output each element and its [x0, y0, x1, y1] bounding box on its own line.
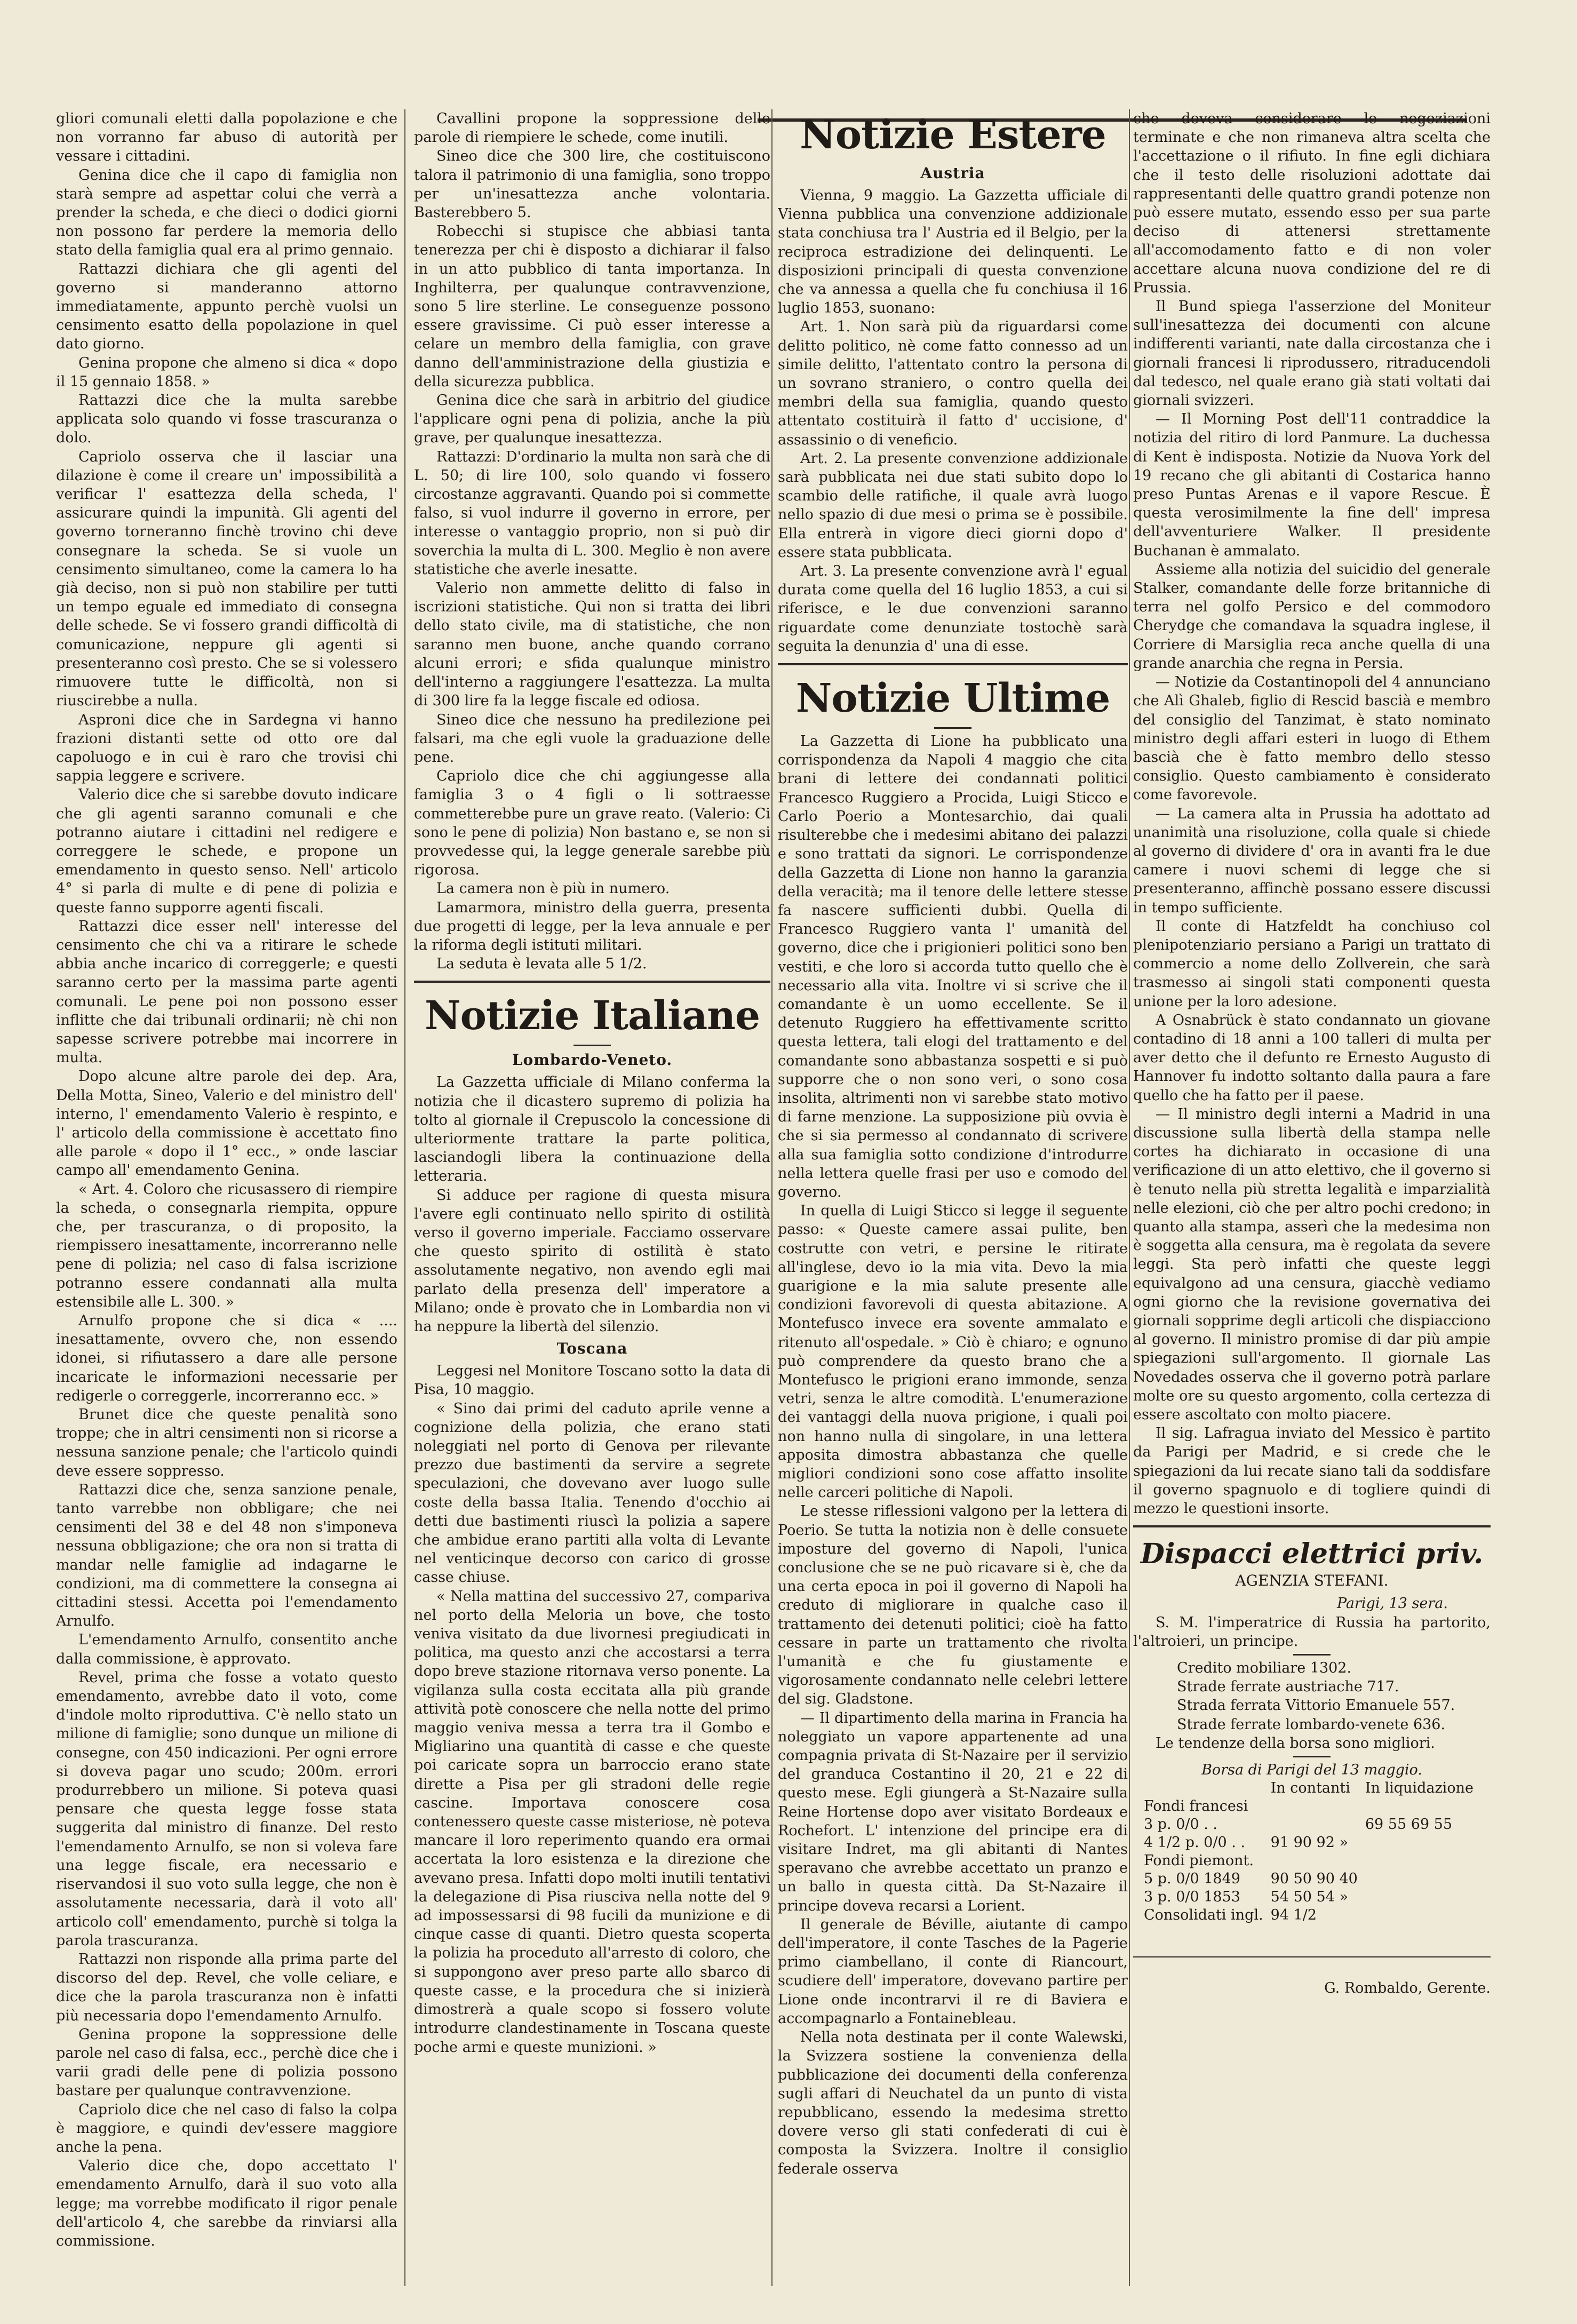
dash [574, 1045, 611, 1046]
table-cell [1271, 1852, 1365, 1870]
quote-line: Credito mobiliare 1302. [1177, 1660, 1352, 1677]
column-4 [1133, 109, 1491, 2286]
paragraph: Robecchi si stupisce che abbiasi tanta tenerezza per chi è disposto a dichiarar il falso in un atto pubblico di tanta importanza. In Inghilterra, per qualunque contravvenzione, sono 5 lire sterline. Le conseguenze possono essere gravissime. Ci può esser interesse a celare un membro della famiglia, con grave danno dell'amministrazione della giustizia e della sicurezza pubblica. [414, 223, 770, 390]
paragraph: Rattazzi non risponde alla prima parte del discorso del dep. Revel, che volle celiare, e dice che la parola trascuranza non è infatti più necessaria dopo l'emendamento Arnulfo. [56, 1951, 397, 2024]
paragraph: Rattazzi dice che, senza sanzione penale, tanto varrebbe non obbligare; che nei censimenti del 38 e del 48 non s'imponeva nessuna obbligazione; che ora non si tratta di mandar nelle famiglie ad indagarne le condizioni, ma di commettere la consegna ai cittadini stessi. Accetta poi l'emendamento Arnulfo. [56, 1481, 397, 1630]
paragraph: In quella di Luigi Sticco si legge il seguente passo: « Queste camere assai pulite, ben costrutte con vetri, e persine le ritirate all'inglese, devo io la mia vita. Devo la mia guarigione e la mia salute presente alle condizioni favorevoli di questa abitazione. A Montefusco invece era sovente ammalato e ritenuto all'ospedale. » Ciò è chiaro; e ognuno può comprendere da questo brano che a Montefusco le prigioni erano immonde, senza vetri, senza le altre comodità. L'enumerazione dei vantaggi della nuova prigione, i quali poi non hanno nulla di singolare, in una lettera apposita dimostra abbastanza che quelle migliori condizioni sono cose affatto insolite nelle carceri politiche di Napoli. [778, 1203, 1128, 1501]
paragraph: La Gazzetta di Lione ha pubblicato una corrispondenza da Napoli 4 maggio che cita brani di lettere dei condannati politici Francesco Ruggiero a Procida, Luigi Sticco e Carlo Poerio a Montesarchio, dai quali risulterebbe che i medesimi abitano dei palazzi e sono trattati da signori. Le corrispondenze della Gazzetta di Lione non hanno la garanzia della veracità; ma il tenore delle lettere stesse fa nascere sufficienti dubbi. Quella di Francesco Ruggiero vanta l' umanità del governo, dice che i prigionieri politici sono ben vestiti, e che loro si accorda tutto quello che è necessario alla vita. Inoltre vi si scrive che il comandante è un uomo eccellente. Se il detenuto Ruggiero ha effettivamente scritto questa lettera, tali elogi del trattamento e del comandante sono abbastanza sospetti e si può supporre che o non sono veri, o sono cosa insolita, altrimenti non vi sarebbe stato motivo di farne menzione. La supposizione più ovvia è che si sia permesso al condannato di scrivere alla sua famiglia sotto condizione d'introdurre nella lettera quelle frasi per uso e comodo del governo. [778, 733, 1128, 1200]
paragraph: Brunet dice che queste penalità sono troppe; che in altri censimenti non si ricorse a nessuna sanzione penale; che l'articolo quindi deve essere soppresso. [56, 1406, 397, 1479]
paragraph: Rattazzi dice esser nell' interesse del censimento che chi va a ritirare le schede abbia anche incarico di correggerle; e questi saranno certo per la massima parte agenti comunali. Le pene poi non possono esser inflitte che dai tribunali ordinarii; nè chi non sapesse scrivere potrebbe mai incorrere in multa. [56, 918, 397, 1067]
paragraph: La Gazzetta ufficiale di Milano conferma la notizia che il dicastero supremo di polizia ha tolto al giornale il Crepuscolo la concessione di ulteriormente trattare la parte politica, lasciandogli libera la continuazione della letteraria. [414, 1074, 770, 1185]
paragraph: Rattazzi dichiara che gli agenti del governo si manderanno attorno immediatamente, appunto perchè vuolsi un censimento esatto della popolazione in quel dato giorno. [56, 260, 397, 353]
paragraph: — Il dipartimento della marina in Francia ha noleggiato un vapore appartenente ad una compagnia privata di St-Nazaire per il servizio del granduca Costantino il 20, 21 e 22 di questo mese. Egli giungerà a St-Nazaire sulla Reine Hortense dopo aver visitato Bordeaux e Rochefort. L' intenzione del principe era di visitare Indret, ma gli abitanti di Nantes speravano che avrebbe accettato un pranzo e un ballo in questa città. Da St-Nazaire il principe doveva recarsi a Lorient. [778, 1709, 1128, 1914]
paragraph: Cavallini propone la soppressione delle parole di riempiere le schede, come inutili. [414, 110, 770, 146]
column-1 [56, 109, 397, 2286]
paragraph: Il conte di Hatzfeldt ha conchiuso col plenipotenziario persiano a Parigi un trattato di commercio a nome dello Zollverein, che sarà trasmesso ai singoli stati componenti questa unione per la loro adesione. [1133, 918, 1491, 1010]
table-cell [1365, 1906, 1481, 1924]
paragraph: Capriolo osserva che il lasciar una dilazione è come il creare un' impossibilità a verificar l' esattezza della scheda, l' assicurare quindi la impunità. Gli agenti del governo torneranno finchè trovino chi deve consegnare la scheda. Se si vuole un censimento simultaneo, come la camera lo ha già deciso, non si può non stabilire per tutti un tempo eguale ed immediato di consegna delle schede. Se vi fossero grandi difficoltà di comunicazione, neppure gli agenti si presenteranno così presto. Che se si volessero rimuovere tutte le difficoltà, non si riuscirebbe a nulla. [56, 448, 397, 710]
table-cell: Fondi piemont. [1144, 1852, 1254, 1869]
table-cell [1144, 1779, 1271, 1797]
paragraph: Genina dice che il capo di famiglia non starà sempre ad aspettar colui che verrà a prender la scheda, e che dieci o dodici giorni non possono far perdere la memoria dello stato della famiglia qual era al primo gennaio. [56, 166, 397, 259]
dash [1293, 1654, 1331, 1656]
paragraph: S. M. l'imperatrice di Russia ha partorito, l'altroieri, un principe. [1133, 1614, 1491, 1650]
agency-name: AGENZIA STEFANI. [1235, 1572, 1389, 1590]
table-cell [1271, 1816, 1365, 1834]
paragraph: — Il Morning Post dell'11 contraddice la notizia del ritiro di lord Panmure. La duchessa di Kent è indisposta. Notizie da Nuova York del 19 recano che gli abitanti di Costarica hanno preso Puntas Arenas e il vapore Rescue. È questa verosimilmente la fine dell' impresa dell'avventuriere Walker. Il presidente Buchanan è ammalato. [1133, 411, 1491, 559]
paragraph: Capriolo dice che chi aggiungesse alla famiglia 3 o 4 figli o li sottraesse commetterebbe pure un grave reato. (Valerio: Ci sono le pene di polizia) Non bastano e, se non si provvedesse qui, la legge generale sarebbe più rigorosa. [414, 768, 770, 879]
table-cell: 54 50 54 » [1270, 1889, 1349, 1906]
paragraph: Nella nota destinata per il conte Walewski, la Svizzera sostiene la convenienza della pubblicazione dei documenti della conferenza sugli affari di Neuchatel da un punto di vista repubblicano, essendo la medesima stretto dovere verso gli stati confederati di cui è composta la Svizzera. Inoltre il consiglio federale osserva [778, 2029, 1128, 2177]
table-row [1144, 1834, 1481, 1852]
section-title-italiane: Notizie Italiane [424, 993, 760, 1039]
paragraph: « Nella mattina del successivo 27, compariva nel porto della Meloria un bove, che tosto veniva visitato da due livornesi pregiudicati in politica, ma questo anzi che accostarsi a terra dopo breve stazione ritornava verso ponente. La vigilanza sulla costa eccitata alla più grande attività potè conoscere che nella notte del primo maggio veniva messa a terra tra il Gombo e Migliarino una quantità di casse e che queste poi caricate sopra un barroccio erano state dirette a Pisa per gli stradoni delle regie cascine. Importava conoscere cosa contenessero queste casse misteriose, nè poteva mancare il loro reperimento quando era ormai accertata la loro esistenza e la direzione che avevano presa. Infatti dopo molti inutili tentativi la delegazione di Pisa riusciva nella notte del 9 ad impossessarsi di 98 fucili da munizione e di cinque casse di quanti. Dietro questa scoperta la polizia ha proceduto all'arresto di coloro, che si suppongono aver preso parte allo sbarco di queste casse, e la procedura che si inizierà dimostrerà a quale scopo si fossero volute introdurre clandestinamente in Toscana queste poche armi e queste munizioni. » [414, 1588, 770, 2056]
paragraph: « Art. 4. Coloro che ricusassero di riempire la scheda, o consegnarla riempita, oppure che, per trascuranza, o di proposito, la riempissero inesattamente, incorreranno nelle pene di polizia; nel caso di falsa iscrizione potranno essere condannati alla multa estensibile alle L. 300. » [56, 1181, 397, 1310]
paragraph: Il Bund spiega l'asserzione del Moniteur sull'inesattezza dei documenti con alcune indifferenti varianti, nate dalla circostanza che i giornali francesi li riprodussero, ritraducendoli dal tedesco, nel quale erano già stati voltati dai giornali svizzeri. [1133, 298, 1491, 409]
table-cell [1365, 1852, 1481, 1870]
paragraph: gliori comunali eletti dalla popolazione e che non vorranno far abuso di autorità per vessare i cittadini. [56, 110, 397, 165]
section-rule [414, 981, 770, 983]
paragraph: A Osnabrück è stato condannato un giovane contadino di 18 anni a 100 talleri di multa per aver detto che il defunto re Ernesto Augusto di Hannover fu indotto soltanto dalla paura a fare quello che ha fatto per il paese. [1133, 1012, 1491, 1104]
footer-rule [1133, 1956, 1491, 1957]
borsa-title: Borsa di Parigi del 13 maggio. [1201, 1762, 1422, 1779]
table-cell [1365, 1834, 1481, 1852]
table-cell: 69 55 69 55 [1365, 1816, 1453, 1833]
paragraph: Arnulfo propone che si dica « .... inesattamente, ovvero che, non essendo idonei, si rifiutassero a dare alle persone incaricate le informazioni necessarie per redigerle o correggerle, incorreranno ecc. » [56, 1312, 397, 1404]
table-cell: 3 p. 0/0 1853 [1144, 1889, 1240, 1906]
paragraph: Rattazzi dice che la multa sarebbe applicata solo quando vi fosse trascuranza o dolo. [56, 392, 397, 447]
table-cell: In contanti [1270, 1780, 1350, 1797]
table-row [1144, 1888, 1481, 1906]
paragraph: La camera non è più in numero. [436, 880, 670, 897]
dash [934, 727, 971, 729]
paragraph: Art. 3. La presente convenzione avrà l' egual durata come quella del 16 luglio 1853, a cui si riferisce, e le due convenzioni saranno riguardate come denunziate tostochè sarà seguita la denunzia d' una di esse. [778, 563, 1128, 655]
table-cell [1271, 1797, 1365, 1816]
paragraph: Asproni dice che in Sardegna vi hanno frazioni distanti sette od otto ore dal capoluogo e in cui è raro che trovisi chi sappia leggere e scrivere. [56, 711, 397, 785]
paragraph: La seduta è levata alle 5 1/2. [436, 956, 647, 973]
table-cell: 94 1/2 [1270, 1907, 1317, 1924]
paragraph: Assieme alla notizia del suicidio del generale Stalker, comandante delle forze britanniche di terra nel golfo Persico e del commodoro Cherydge che comandava la squadra inglese, il Corriere di Marsiglia reca anche quella di una grande anarchia che regna in Persia. [1133, 561, 1491, 672]
paragraph: che doveva considerare le negoziazioni terminate e che non rimaneva altra scelta che l'accettazione o il rifiuto. In fine egli dichiara che il testo delle risoluzioni adottate dai rappresentanti delle quattro grandi potenze non può essere mutato, essendo esso per sua parte deciso di attenersi strettamente all'accomodamento fatto e di non voler accettare alcuna nuova condizione del re di Prussia. [1133, 110, 1491, 296]
paragraph: Le tendenze della borsa sono migliori. [1156, 1734, 1435, 1752]
paragraph: Il generale de Béville, aiutante di campo dell'imperatore, il conte Tasches de la Pagerie primo ciambellano, il conte di Riancourt, scudiere dell' imperatore, dovevano partire per Lione onde incontrarvi il re di Baviera e accompagnarlo a Fontainebleau. [778, 1916, 1128, 2027]
section-rule [1133, 1525, 1491, 1527]
paragraph: Le stesse riflessioni valgono per la lettera di Poerio. Se tutta la notizia non è delle consuete imposture del governo di Napoli, l'unica conclusione che se ne può ricavare si è, che da una certa epoca in poi il governo di Napoli ha creduto di migliorare in qualche caso il trattamento dei detenuti politici; cioè ha fatto cessare in parte un trattamento che rivolta l'umanità e che fu giustamente e vigorosamente condannato nelle celebri lettere del sig. Gladstone. [778, 1503, 1128, 1708]
table-row [1144, 1870, 1481, 1888]
paragraph: Dopo alcune altre parole dei dep. Ara, Della Motta, Sineo, Valerio e del ministro dell' interno, l' emendamento Valerio è respinto, e l' articolo della commissione è accettato fino alle parole « dopo il 1° ecc., » onde lasciar campo all' emendamento Genina. [56, 1068, 397, 1179]
subheading-austria: Austria [920, 164, 985, 182]
paragraph: Lamarmora, ministro della guerra, presenta due progetti di legge, per la leva annuale e per la riforma degli istituti militari. [414, 899, 770, 953]
section-title-ultime: Notizie Ultime [795, 675, 1110, 722]
table-cell: Fondi francesi [1144, 1798, 1248, 1815]
paragraph: Rattazzi: D'ordinario la multa non sarà che di L. 50; di lire 100, solo quando vi fossero circostanze aggravanti. Quando poi si commette falso, si vuol indurre il governo in errore, per interesse o vantaggio proprio, non si può dir soverchia la multa di L. 300. Meglio è non avere statistiche che averle inesatte. [414, 448, 770, 578]
subheading-lombardo: Lombardo-Veneto. [512, 1051, 673, 1069]
paragraph: Valerio dice che, dopo accettato l' emendamento Arnulfo, darà il suo voto alla legge; ma vorrebbe modificato il rigor penale dell'articolo 4, che sarebbe da rinviarsi alla commissione. [56, 2158, 397, 2249]
table-cell: 90 50 90 40 [1270, 1871, 1358, 1888]
table-row [1144, 1816, 1481, 1834]
table-cell: In liquidazione [1365, 1780, 1474, 1797]
borsa-table [1144, 1779, 1481, 1924]
paragraph: — Notizie da Costantinopoli del 4 annunciano che Alì Ghaleb, figlio di Rescid bascià e membro del consiglio del Tanzimat, è stato nominato ministro degli affari esteri in luogo di Ethem bascià che è fatto membro dello stesso consiglio. Questo cambiamento è considerato come favorevole. [1133, 674, 1491, 803]
paragraph: Leggesi nel Monitore Toscano sotto la data di Pisa, 10 maggio. [414, 1363, 770, 1398]
column-2 [414, 109, 770, 2286]
table-cell: 3 p. 0/0 . . [1144, 1816, 1217, 1833]
table-cell: 91 90 92 » [1270, 1834, 1349, 1851]
section-title-dispacci: Dispacci elettrici priv. [1140, 1538, 1484, 1571]
paragraph: « Sino dai primi del caduto aprile venne a cognizione della polizia, che erano stati noleggiati nel porto di Genova per rilevante prezzo due bastimenti da servire a segrete speculazioni, che dovevano aver luogo sulle coste della bassa Italia. Tenendo d'occhio ai detti due bastimenti riuscì la polizia a sapere che ambidue erano partiti alla volta di Levante nel venticinque decorso con carico di grosse casse chiuse. [414, 1400, 770, 1586]
quote-line: Strade ferrate austriache 717. [1177, 1678, 1399, 1696]
column-rule-1 [404, 109, 405, 2286]
dateline: Parigi, 13 sera. [1336, 1595, 1448, 1612]
paragraph: Sineo dice che 300 lire, che costituiscono talora il patrimonio di una famiglia, sono troppo per un'inesattezza anche volontaria. Basterebbero 5. [414, 148, 770, 221]
paragraph: L'emendamento Arnulfo, consentito anche dalla commissione, è approvato. [56, 1631, 397, 1667]
paragraph: Genina propone che almeno si dica « dopo il 15 gennaio 1858. » [56, 354, 397, 390]
column-3 [778, 109, 1128, 2286]
table-cell: 5 p. 0/0 1849 [1144, 1871, 1240, 1888]
paragraph: Valerio dice che si sarebbe dovuto indicare che gli agenti saranno comunali e che potranno aiutare i cittadini nel redigere e correggere le schede, e propone un emendamento in questo senso. Nell' articolo 4° si parla di multe e di pene di polizia e queste fanno supporre agenti fiscali. [56, 786, 397, 916]
dash [1293, 1756, 1331, 1757]
paragraph: Si adduce per ragione di questa misura l'avere egli continuato nello spirito di ostilità verso il governo imperiale. Facciamo osservare che questo spirito di ostilità è stato assolutamente negativo, non avendo egli mai parlato della presenza dell' imperatore a Milano; onde è provato che in Lombardia non vi ha neppure la libertà del silenzio. [414, 1187, 770, 1335]
paragraph: Vienna, 9 maggio. La Gazzetta ufficiale di Vienna pubblica una convenzione addizionale stata conchiusa tra l' Austria ed il Belgio, per la reciproca estradizione dei delinquenti. Le disposizioni principali di questa convenzione che va annessa a quella che fu conchiusa il 16 luglio 1853, suonano: [778, 187, 1128, 317]
quote-line: Strade ferrate lombardo-venete 636. [1177, 1716, 1446, 1733]
subheading-toscana: Toscana [556, 1340, 628, 1358]
table-row [1144, 1852, 1481, 1870]
paragraph: Capriolo dice che nel caso di falso la colpa è maggiore, e quindi dev'essere maggiore anche la pena. [56, 2101, 397, 2155]
paragraph: Sineo dice che nessuno ha predilezione pei falsari, ma che egli vuole la graduazione delle pene. [414, 711, 770, 766]
paragraph: Il sig. Lafragua inviato del Messico è partito da Parigi per Madrid, e si crede che le spiegazioni da lui recate siano tali da soddisfare il governo spagnuolo e di togliere quindi di mezzo le questioni insorte. [1133, 1425, 1491, 1517]
paragraph: Valerio non ammette delitto di falso in iscrizioni statistiche. Qui non si tratta dei libri dello stato civile, ma di statistiche, che non saranno men buone, anche quando corrano alcuni errori; e sfida qualunque ministro dell'interno a raggiungere l'esattezza. La multa di 300 lire fa la legge fiscale ed odiosa. [414, 580, 770, 710]
table-cell: Consolidati ingl. [1144, 1907, 1263, 1924]
table-header [1144, 1779, 1481, 1797]
table-cell: 4 1/2 p. 0/0 . . [1144, 1834, 1246, 1851]
paragraph: Art. 1. Non sarà più da riguardarsi come delitto politico, nè come fatto connesso ad un simile delitto, l'attentato contro la persona di un sovrano straniero, o contro quella dei membri della sua famiglia, quando questo attentato costituirà il fatto d' uccisione, d' assassinio o di veneficio. [778, 319, 1128, 448]
gerente-signature: G. Rombaldo, Gerente. [1324, 1980, 1491, 1997]
paragraph: Revel, prima che fosse a votato questo emendamento, avrebbe dato il voto, come d'indole molto riproduttiva. C'è nello stato un milione di famiglie; sono dunque un milione di consegne, con 450 indicazioni. Per ogni errore si doveva pagar uno scudo; 200m. errori produrrebbero un milione. Si poteva quasi pensare che questa legge fosse stata suggerita dal ministro di finanze. Del resto l'emendamento Arnulfo, se non si voleva fare una legge fiscale, era necessario e riservandosi il suo voto sulla legge, che non è assolutamente necessaria, darà il voto all' articolo coll' emendamento, purchè si tolga la parola trascuranza. [56, 1669, 397, 1949]
column-rule-3 [1129, 109, 1130, 2286]
column-rule-2 [771, 109, 772, 2286]
table-row [1144, 1906, 1481, 1924]
paragraph: Art. 2. La presente convenzione addizionale sarà pubblicata nei due stati subito dopo lo scambio delle ratifiche, il quale avrà luogo nello spazio di due mesi o prima se è possibile. Ella entrerà in vigore dieci giorni dopo d' essere stata pubblicata. [778, 450, 1128, 561]
table-cell [1365, 1797, 1481, 1816]
quote-line: Strada ferrata Vittorio Emanuele 557. [1177, 1697, 1455, 1714]
paragraph: Genina dice che sarà in arbitrio del giudice l'applicare ogni pena di polizia, anche la più grave, per qualunque inesattezza. [414, 392, 770, 447]
paragraph: — Il ministro degli interni a Madrid in una discussione sulla libertà della stampa nelle cortes ha dichiarato in occasione di una verificazione di un atto elettivo, che il governo si è tenuto nella più stretta legalità e imparzialità nelle elezioni, ciò che per altro pochi credono; in quanto alla stampa, asserì che la medesima non è soggetta alla censura, ma è regolata da severe leggi. Sta però infatti che queste leggi equivalgono ad una censura, giacchè vediamo ogni giorno che la revisione governativa dei giornali sopprime degli articoli che dispiacciono al governo. Il ministro promise di dar più ampie spiegazioni sull'argomento. Il giornale Las Novedades osserva che il governo potrà parlare molte ore su questo argomento, colla certezza di essere ascoltato con molto piacere. [1133, 1105, 1491, 1423]
paragraph: Genina propone la soppressione delle parole nel caso di falsa, ecc., perchè dice che i varii gradi delle pene di polizia possono bastare per qualunque contravvenzione. [56, 2026, 397, 2099]
paragraph: — La camera alta in Prussia ha adottato ad unanimità una risoluzione, colla quale si chiede al governo di dividere d' ora in avanti fra le due camere i nuovi schemi di legge che si presenteranno, affinchè possano essere discussi in tempo sufficiente. [1133, 805, 1491, 916]
table-row [1144, 1797, 1481, 1816]
table-cell [1365, 1888, 1481, 1906]
table-cell [1365, 1870, 1481, 1888]
section-rule [778, 663, 1128, 665]
section-title-estere: Notizie Estere [800, 112, 1106, 158]
